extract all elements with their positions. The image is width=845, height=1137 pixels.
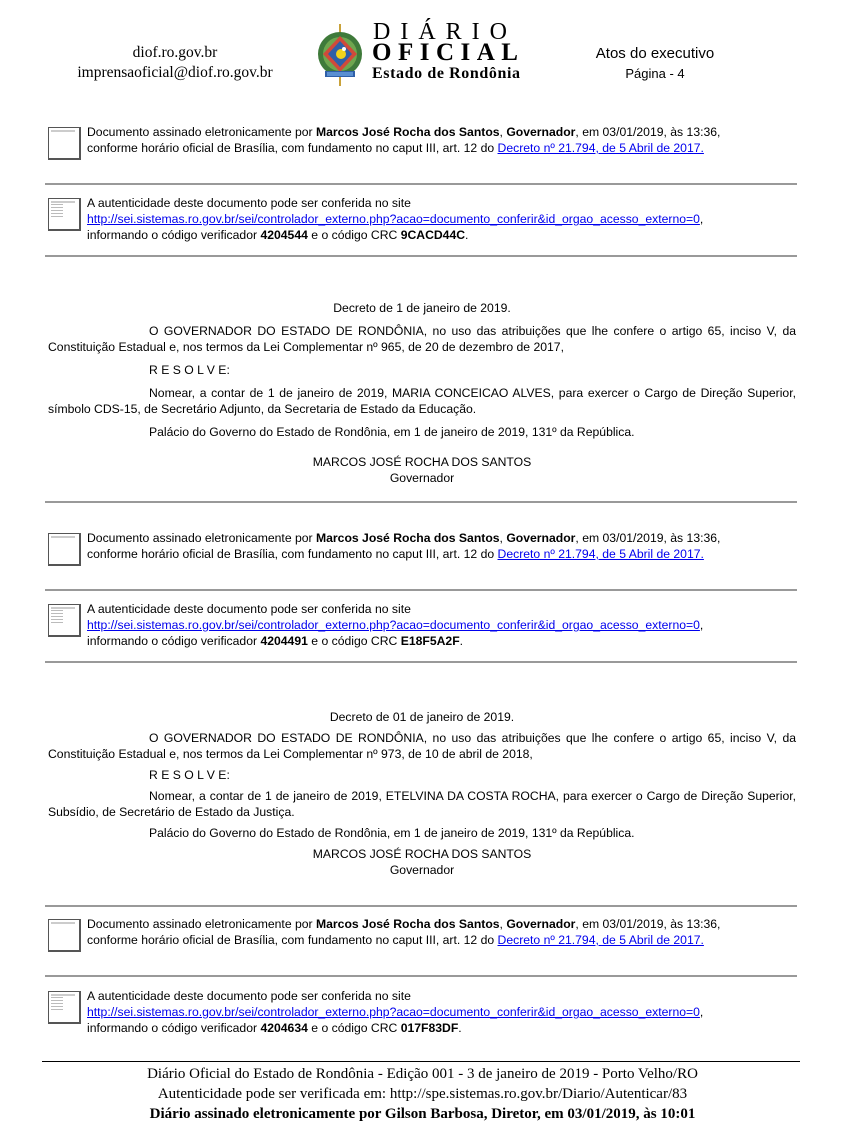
- signature-text: Documento assinado eletronicamente por Marcos José Rocha dos Santos, Governador, em 03/01/2019, às 13:36, conforme horário oficial de Brasília, com fundamento no caput III, art. 12 do Decreto nº 21.794, de 5 Abril de 2017.: [87, 531, 721, 561]
- decree-title: Decreto de 01 de janeiro de 2019.: [329, 710, 515, 724]
- decree-resolve: R E S O L V E:: [149, 363, 230, 377]
- decree-signer-role: Governador: [389, 863, 455, 877]
- page-number: Página - 4: [625, 66, 685, 81]
- decree-link[interactable]: Decreto nº 21.794, de 5 Abril de 2017.: [497, 547, 704, 561]
- logo-line-estado: Estado de Rondônia: [372, 65, 521, 82]
- decree-preamble: O GOVERNADOR DO ESTADO DE RONDÔNIA, no uso das atribuições que lhe confere o artigo 65, inciso V, da Constituição Estadual e, nos termos da Lei Complementar nº 973, de 10 de abril de 2018,: [48, 731, 796, 761]
- decree-signer: MARCOS JOSÉ ROCHA DOS SANTOS: [312, 847, 532, 861]
- signer-role: Governador: [506, 917, 576, 931]
- crc-code: 017F83DF: [400, 1021, 459, 1035]
- signature-seal-icon: [48, 127, 81, 160]
- decree-resolve: R E S O L V E:: [149, 768, 230, 782]
- authenticity-text: A autenticidade deste documento pode ser conferida no site http://sei.sistemas.ro.gov.br/sei/controlador_externo.php?acao=documento_conferir&id_orgao_acesso_externo=0, informando o código verificador 4204491 e o código CRC E18F5A2F.: [87, 602, 704, 648]
- signature-seal-icon: [48, 919, 81, 952]
- decree-title: Decreto de 1 de janeiro de 2019.: [333, 301, 511, 315]
- logo-line-diario: DIÁRIO: [373, 19, 517, 45]
- decree-signer-role: Governador: [389, 471, 455, 485]
- divider: [45, 589, 797, 591]
- header-section: [590, 44, 720, 84]
- decree-preamble: O GOVERNADOR DO ESTADO DE RONDÔNIA, no uso das atribuições que lhe confere o artigo 65, inciso V, da Constituição Estadual e, nos termos da Lei Complementar nº 965, de 20 de dezembro de 2017,: [48, 324, 796, 354]
- contact-email: imprensaoficial@diof.ro.gov.br: [77, 64, 273, 81]
- decree-body: Nomear, a contar de 1 de janeiro de 2019, ETELVINA DA COSTA ROCHA, para exercer o Cargo de Direção Superior, Subsídio, de Secretário de Estado da Justiça.: [48, 789, 796, 819]
- qr-code-icon: [48, 198, 81, 231]
- logo-line-oficial: OFICIAL: [372, 39, 525, 66]
- signer-name: Marcos José Rocha dos Santos: [316, 917, 500, 931]
- signer-role: Governador: [506, 125, 576, 139]
- signer-name: Marcos José Rocha dos Santos: [316, 125, 500, 139]
- coat-of-arms-icon: [315, 24, 365, 86]
- decree-place-date: Palácio do Governo do Estado de Rondônia, em 1 de janeiro de 2019, 131º da República.: [149, 425, 635, 439]
- authenticity-text: A autenticidade deste documento pode ser conferida no site http://sei.sistemas.ro.gov.br/sei/controlador_externo.php?acao=documento_conferir&id_orgao_acesso_externo=0, informando o código verificador 4204634 e o código CRC 017F83DF.: [87, 989, 704, 1035]
- footer-edition: Diário Oficial do Estado de Rondônia - Edição 001 - 3 de janeiro de 2019 - Porto Velho/RO: [147, 1066, 698, 1082]
- signature-text: Documento assinado eletronicamente por Marcos José Rocha dos Santos, Governador, em 03/01/2019, às 13:36, conforme horário oficial de Brasília, com fundamento no caput III, art. 12 do Decreto nº 21.794, de 5 Abril de 2017.: [87, 125, 721, 155]
- crc-code: E18F5A2F: [400, 634, 460, 648]
- divider: [45, 501, 797, 503]
- verifier-code: 4204544: [260, 228, 308, 242]
- authenticity-text: A autenticidade deste documento pode ser conferida no site http://sei.sistemas.ro.gov.br/sei/controlador_externo.php?acao=documento_conferir&id_orgao_acesso_externo=0, informando o código verificador 4204544 e o código CRC 9CACD44C.: [87, 196, 704, 242]
- footer-divider: [42, 1061, 800, 1062]
- footer-authenticity: Autenticidade pode ser verificada em: http://spe.sistemas.ro.gov.br/Diario/Autenticar/83: [157, 1086, 688, 1102]
- section-title: Atos do executivo: [595, 45, 715, 62]
- decree-section: [48, 300, 796, 486]
- divider: [45, 975, 797, 977]
- verifier-code: 4204634: [260, 1021, 308, 1035]
- site-address: diof.ro.gov.br: [132, 44, 218, 61]
- divider: [45, 905, 797, 907]
- signature-text: Documento assinado eletronicamente por Marcos José Rocha dos Santos, Governador, em 03/01/2019, às 13:36, conforme horário oficial de Brasília, com fundamento no caput III, art. 12 do Decreto nº 21.794, de 5 Abril de 2017.: [87, 917, 721, 947]
- qr-code-icon: [48, 991, 81, 1024]
- divider: [45, 661, 797, 663]
- verification-link[interactable]: http://sei.sistemas.ro.gov.br/sei/controlador_externo.php?acao=documento_conferir&id_orgao_acesso_externo=0: [87, 212, 700, 226]
- divider: [45, 183, 797, 185]
- verifier-code: 4204491: [260, 634, 308, 648]
- footer-signature: Diário assinado eletronicamente por Gilson Barbosa, Diretor, em 03/01/2019, às 10:01: [149, 1106, 696, 1122]
- verification-link[interactable]: http://sei.sistemas.ro.gov.br/sei/controlador_externo.php?acao=documento_conferir&id_orgao_acesso_externo=0: [87, 618, 700, 632]
- signer-name: Marcos José Rocha dos Santos: [316, 531, 500, 545]
- qr-code-icon: [48, 604, 81, 637]
- decree-link[interactable]: Decreto nº 21.794, de 5 Abril de 2017.: [497, 141, 704, 155]
- signature-seal-icon: [48, 533, 81, 566]
- diario-oficial-logo: [315, 20, 540, 86]
- decree-link[interactable]: Decreto nº 21.794, de 5 Abril de 2017.: [497, 933, 704, 947]
- verification-link[interactable]: http://sei.sistemas.ro.gov.br/sei/controlador_externo.php?acao=documento_conferir&id_orgao_acesso_externo=0: [87, 1005, 700, 1019]
- signer-role: Governador: [506, 531, 576, 545]
- decree-section: [48, 709, 796, 878]
- header-contact: [55, 43, 295, 83]
- decree-place-date: Palácio do Governo do Estado de Rondônia, em 1 de janeiro de 2019, 131º da República.: [149, 826, 635, 840]
- decree-signer: MARCOS JOSÉ ROCHA DOS SANTOS: [312, 455, 532, 469]
- decree-body: Nomear, a contar de 1 de janeiro de 2019, MARIA CONCEICAO ALVES, para exercer o Cargo de Direção Superior, símbolo CDS-15, de Secretário Adjunto, da Secretaria de Estado da Educação.: [48, 386, 796, 416]
- divider: [45, 255, 797, 257]
- crc-code: 9CACD44C: [400, 228, 466, 242]
